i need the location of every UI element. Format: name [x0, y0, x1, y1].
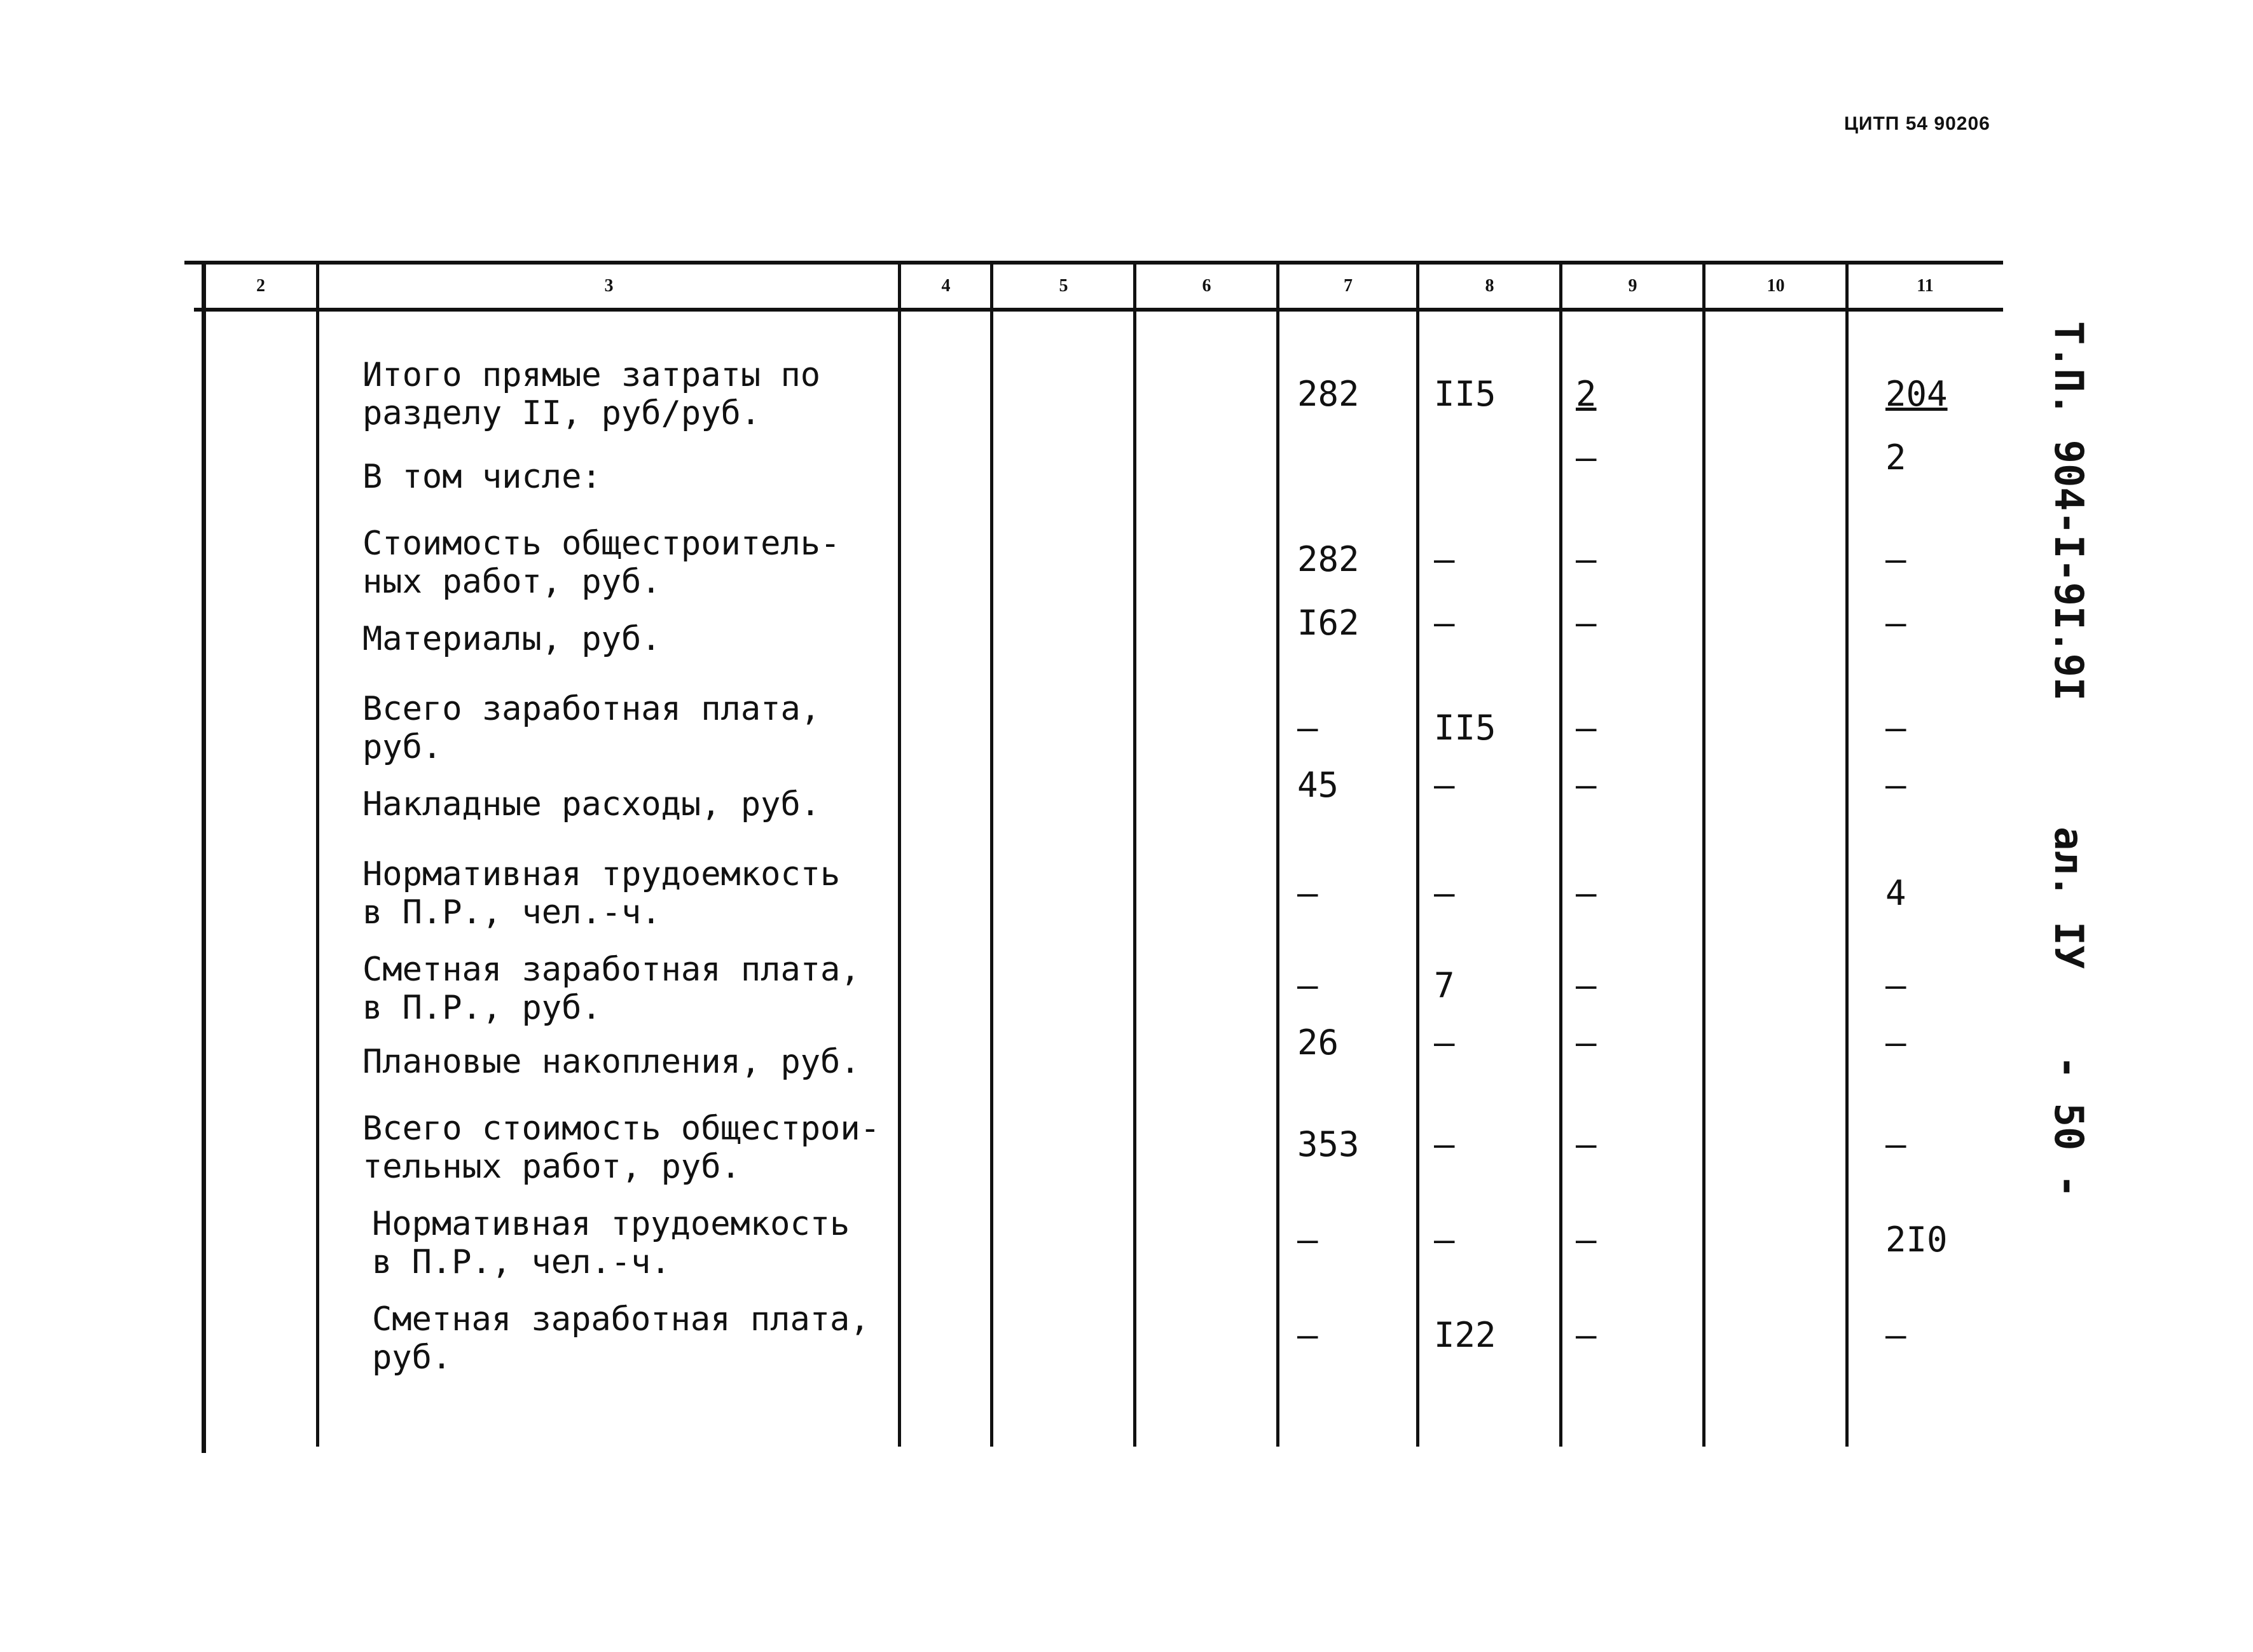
cell-c8: 7: [1434, 965, 1455, 1005]
column-header: 4: [941, 276, 951, 296]
cell-c11: –: [1885, 539, 1906, 579]
document-code-stamp: ЦИТП 54 90206: [1844, 113, 1990, 134]
cell-c8: –: [1434, 1220, 1455, 1260]
column-divider: [316, 264, 319, 1447]
cell-c9: –: [1576, 437, 1597, 478]
cell-c8: –: [1434, 539, 1455, 579]
column-divider: [202, 264, 206, 1453]
cell-c8: –: [1434, 603, 1455, 643]
page-number: - 50 -: [2046, 1056, 2092, 1198]
cell-c8: –: [1434, 873, 1455, 913]
column-divider: [1416, 264, 1419, 1447]
cell-c7: –: [1297, 1315, 1318, 1355]
column-header: 6: [1202, 276, 1211, 296]
header-bottom-rule: [194, 308, 2003, 312]
row-label: Сметная заработная плата, руб.: [372, 1300, 870, 1377]
cell-c9: –: [1576, 1124, 1597, 1164]
table-top-rule: [184, 261, 2003, 265]
cell-c11: –: [1885, 965, 1906, 1005]
cell-c11: 204: [1885, 374, 1948, 414]
row-label: Плановые накопления, руб.: [362, 1043, 860, 1081]
cell-c7: –: [1297, 873, 1318, 913]
column-header: 8: [1485, 276, 1494, 296]
cell-c8: II5: [1434, 374, 1496, 414]
cell-c11: –: [1885, 765, 1906, 805]
column-header: 11: [1917, 276, 1934, 296]
row-label: Стоимость общестроитель- ных работ, руб.: [362, 525, 841, 601]
cell-c7: I62: [1297, 603, 1360, 643]
sheet-code: Т.П. 904-I-9I.9I: [2046, 321, 2092, 701]
cell-c7: –: [1297, 965, 1318, 1005]
row-label: В том числе:: [362, 458, 602, 496]
column-header: 5: [1059, 276, 1068, 296]
row-label: Нормативная трудоемкость в П.Р., чел.-ч.: [362, 855, 841, 932]
cell-c11: –: [1885, 603, 1906, 643]
column-divider: [1702, 264, 1705, 1447]
column-divider: [1133, 264, 1136, 1447]
cell-c9: –: [1576, 1315, 1597, 1355]
row-label: Итого прямые затраты по разделу II, руб/руб.: [362, 356, 821, 432]
column-divider: [990, 264, 993, 1447]
cell-c8: –: [1434, 1124, 1455, 1164]
cell-c8: I22: [1434, 1315, 1496, 1355]
cell-c7: 353: [1297, 1124, 1360, 1164]
cell-c8: –: [1434, 765, 1455, 805]
column-divider: [1559, 264, 1562, 1447]
cell-c9: –: [1576, 873, 1597, 913]
cell-c9: –: [1576, 965, 1597, 1005]
album-number: ал. IУ: [2046, 827, 2092, 969]
cell-c9: –: [1576, 603, 1597, 643]
cell-c9: –: [1576, 1022, 1597, 1063]
cell-c7: 26: [1297, 1022, 1339, 1063]
cell-c11: –: [1885, 1022, 1906, 1063]
cell-c11: 4: [1885, 873, 1906, 913]
cell-c8: –: [1434, 1022, 1455, 1063]
cell-c11: 2: [1885, 437, 1906, 478]
column-divider: [1845, 264, 1849, 1447]
cell-c11: –: [1885, 1124, 1906, 1164]
cell-c11: –: [1885, 708, 1906, 748]
cell-c9: –: [1576, 539, 1597, 579]
cell-c7: –: [1297, 1220, 1318, 1260]
cell-c9: –: [1576, 708, 1597, 748]
cell-c11: –: [1885, 1315, 1906, 1355]
cell-c7: 45: [1297, 765, 1339, 805]
cell-c7: 282: [1297, 374, 1360, 414]
row-label: Всего стоимость общестрои- тельных работ, руб.: [362, 1110, 880, 1186]
cell-c11: 2I0: [1885, 1220, 1948, 1260]
column-header: 9: [1628, 276, 1637, 296]
row-label: Накладные расходы, руб.: [362, 785, 821, 823]
column-header: 10: [1767, 276, 1785, 296]
cell-c7: 282: [1297, 539, 1360, 579]
column-header: 3: [604, 276, 614, 296]
cell-c9: –: [1576, 1220, 1597, 1260]
cell-c9: –: [1576, 765, 1597, 805]
row-label: Всего заработная плата, руб.: [362, 690, 821, 766]
column-divider: [1276, 264, 1279, 1447]
row-label: Материалы, руб.: [362, 620, 661, 658]
column-header: 7: [1344, 276, 1353, 296]
row-label: Нормативная трудоемкость в П.Р., чел.-ч.: [372, 1205, 850, 1281]
cell-c9: 2: [1576, 374, 1597, 414]
column-header: 2: [256, 276, 265, 296]
cell-c7: –: [1297, 708, 1318, 748]
column-divider: [898, 264, 901, 1447]
cell-c8: II5: [1434, 708, 1496, 748]
row-label: Сметная заработная плата, в П.Р., руб.: [362, 951, 860, 1027]
